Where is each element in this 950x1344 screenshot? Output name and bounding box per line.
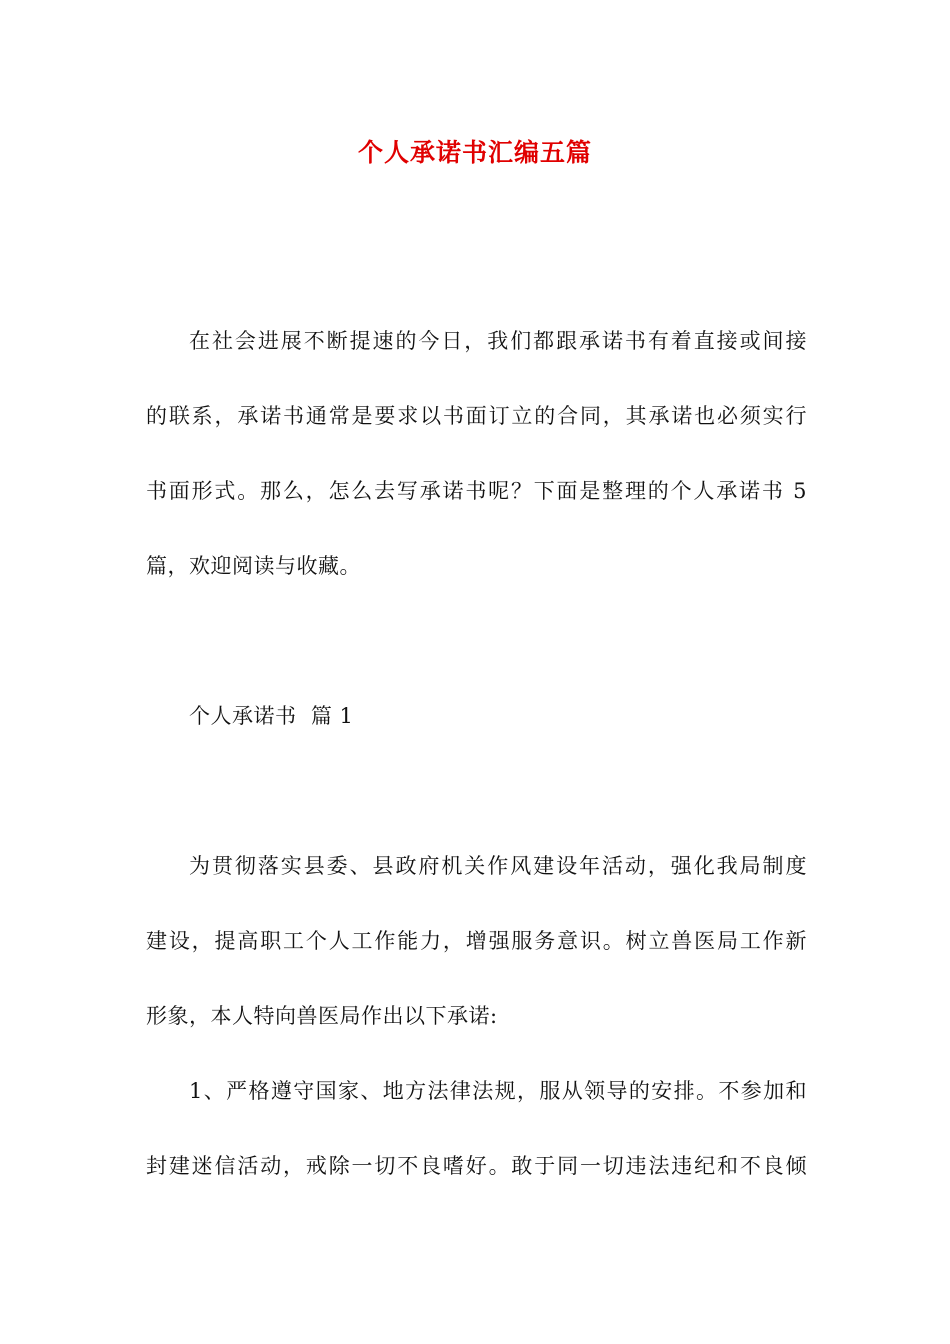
para2-line-1: 1、严格遵守国家、地方法律法规，服从领导的安排。不参加和 [189,1079,807,1103]
intro-line-4: 篇，欢迎阅读与收藏。 [146,554,361,578]
intro-line-2: 的联系，承诺书通常是要求以书面订立的合同，其承诺也必须实行 [146,404,807,428]
para1-line-3: 形象，本人特向兽医局作出以下承诺: [146,1004,498,1028]
para1-line-1: 为贯彻落实县委、县政府机关作风建设年活动，强化我局制度 [189,854,807,878]
intro-line-3: 书面形式。那么，怎么去写承诺书呢？下面是整理的个人承诺书 5 [146,479,807,503]
section-heading: 个人承诺书 篇 1 [189,704,354,728]
intro-line-1: 在社会进展不断提速的今日，我们都跟承诺书有着直接或间接 [189,329,807,353]
para1-line-2: 建设，提高职工个人工作能力，增强服务意识。树立兽医局工作新 [146,929,807,953]
para2-line-2: 封建迷信活动，戒除一切不良嗜好。敢于同一切违法违纪和不良倾 [146,1154,807,1178]
document-title: 个人承诺书汇编五篇 [357,138,592,167]
